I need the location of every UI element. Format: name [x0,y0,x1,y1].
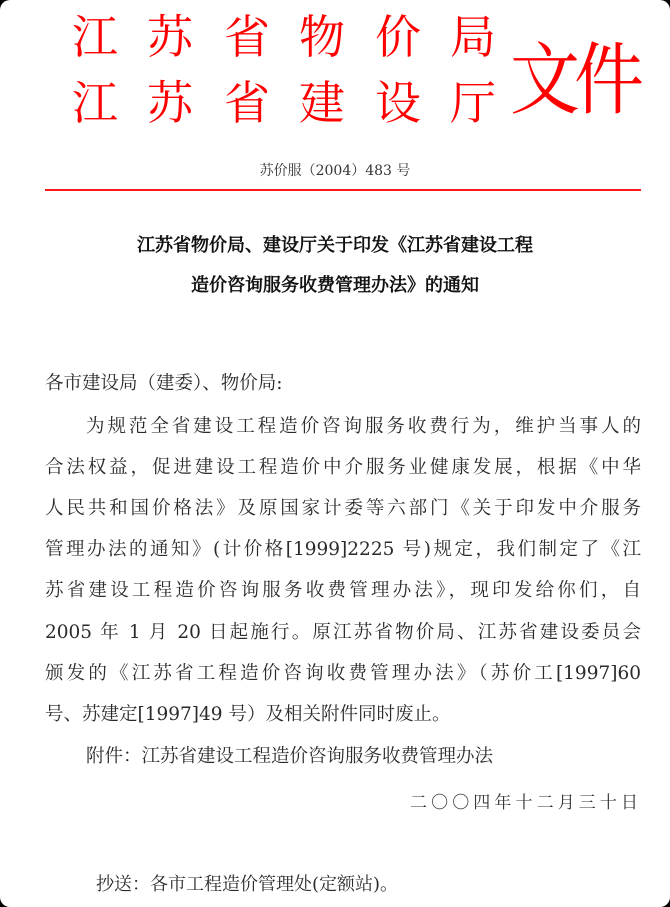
red-divider [45,189,641,191]
body-line: 2005 年 1 月 20 日起施行。原江苏省物价局、江苏省建设委员会 [45,622,641,643]
document-number: 苏价服（2004）483 号 [259,163,411,179]
title-line-2: 造价咨询服务收费管理办法》的通知 [191,275,479,296]
letterhead-char: 苏 [147,10,193,64]
cc-line: 抄送：各市工程造价管理处(定额站)。 [96,874,399,895]
letterhead-char: 价 [375,10,421,64]
title-line-1: 江苏省物价局、建设厅关于印发《江苏省建设工程 [137,235,533,256]
letterhead-char: 江 [72,10,118,64]
letterhead-char: 省 [224,76,270,130]
body-line: 为规范全省建设工程造价咨询服务收费行为，维护当事人的 [86,416,641,437]
letterhead-char: 省 [224,10,270,64]
letterhead-char: 厅 [450,76,496,130]
issue-date: 二〇〇四年十二月三十日 [410,793,638,813]
attachment-line: 附件：江苏省建设工程造价咨询服务收费管理办法 [86,746,494,767]
body-line: 苏省建设工程造价咨询服务收费管理办法》，现印发给你们，自 [45,580,641,601]
body-line: 管理办法的通知》(计价格[1999]2225 号)规定，我们制定了《江 [45,539,641,560]
letterhead-char: 建 [299,76,345,130]
letterhead-char: 设 [375,76,421,130]
body-line: 颁发的《江苏省工程造价咨询收费管理办法》（苏价工[1997]60 [45,663,641,684]
letterhead-char: 物 [299,10,345,64]
salutation: 各市建设局（建委）、物价局: [45,373,283,394]
body-line: 合法权益，促进建设工程造价中介服务业健康发展，根据《中华 [45,457,641,478]
letterhead-char: 局 [450,10,496,64]
letterhead-char: 江 [72,76,118,130]
body-line: 号、苏建定[1997]49 号）及相关附件同时废止。 [45,704,451,725]
letterhead-suffix: 文件 [510,34,638,127]
letterhead-char: 苏 [147,76,193,130]
body-line: 人民共和国价格法》及原国家计委等六部门《关于印发中介服务 [45,498,641,519]
